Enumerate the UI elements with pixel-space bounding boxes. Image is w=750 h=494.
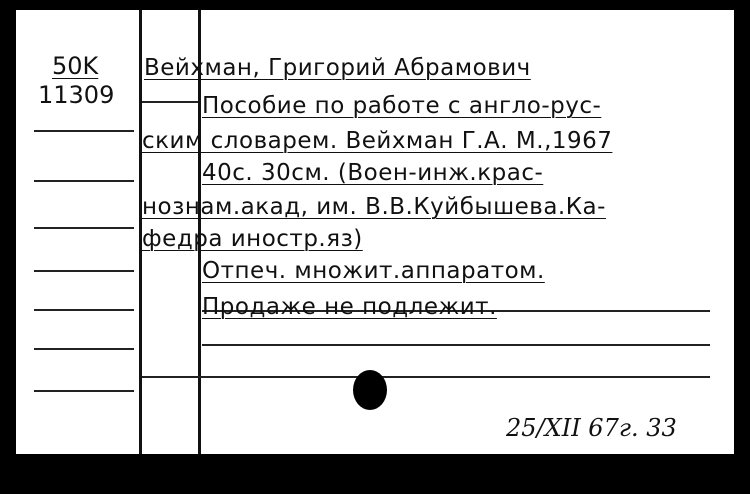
ruled-line	[202, 344, 710, 346]
date-stamp: 25/XII 67г. 33	[506, 414, 677, 442]
entry-line-2: ским словарем. Вейхман Г.А. М.,1967	[142, 128, 613, 154]
entry-line-4: нознам.акад, им. В.В.Куйбышева.Ка-	[142, 194, 606, 220]
entry-line-1: Пособие по работе с англо-рус-	[202, 93, 602, 119]
ruled-line	[34, 180, 134, 182]
author-heading: Вейхман, Григорий Абрамович	[144, 55, 531, 81]
entry-line-7: Продаже не подлежит.	[202, 294, 497, 320]
ruled-line	[34, 130, 134, 132]
ruled-line	[34, 270, 134, 272]
entry-line-5: федра иностр.яз)	[142, 226, 363, 252]
ruled-line	[34, 227, 134, 229]
entry-line-3: 40с. 30см. (Воен-инж.крас-	[202, 160, 544, 186]
catalog-card	[16, 10, 734, 454]
ruled-line	[34, 390, 134, 392]
ruled-line	[142, 376, 710, 378]
call-number-line1: 50K	[52, 52, 99, 80]
ruled-line	[142, 101, 198, 103]
ruled-line	[34, 309, 134, 311]
punch-hole	[353, 370, 387, 410]
call-number-line2: 11309	[38, 81, 115, 109]
entry-line-6: Отпеч. множит.аппаратом.	[202, 258, 545, 284]
ruled-line	[34, 348, 134, 350]
